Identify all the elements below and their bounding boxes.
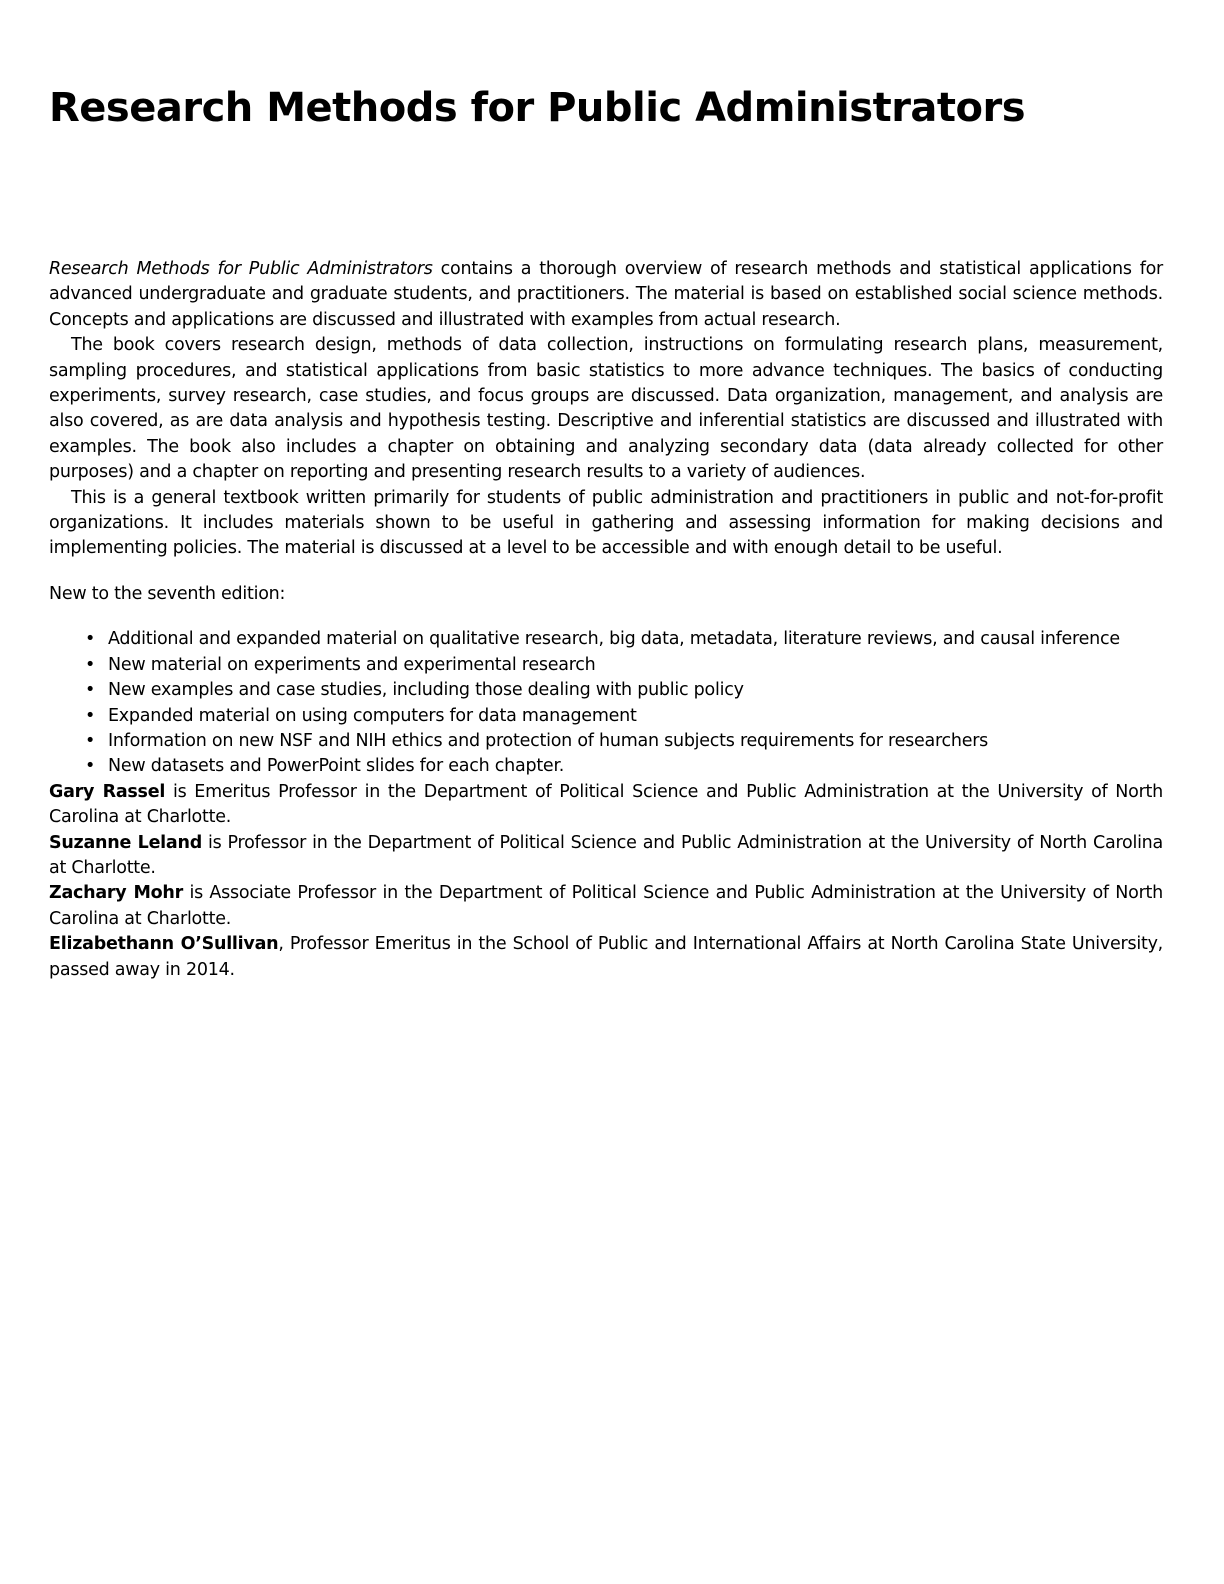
bullet-icon: •	[85, 705, 96, 726]
new-edition-heading: New to the seventh edition:	[49, 583, 286, 604]
author-name: Zachary Mohr	[49, 883, 183, 904]
intro-paragraph-1	[49, 257, 1163, 333]
list-item-text: New material on experiments and experimental research	[108, 654, 596, 675]
list-item	[85, 627, 1163, 652]
author-bio-text: is Professor in the Department of Political Science and Public Administration at the University of North Carolina at Charlotte.	[49, 832, 1163, 878]
book-title-italic: Research Methods for Public Administrators	[49, 259, 433, 279]
list-item-text: Additional and expanded material on qualitative research, big data, metadata, literature reviews, and causal inference	[108, 629, 1120, 650]
author-bio-text: is Associate Professor in the Department of Political Science and Public Administration at the University of North Carolina at Charlotte.	[49, 883, 1163, 929]
list-item-text: Information on new NSF and NIH ethics and protection of human subjects requirements for researchers	[108, 730, 989, 751]
list-item	[85, 704, 1163, 729]
list-item	[85, 729, 1163, 754]
intro-paragraph-1-text: contains a thorough overview of research methods and statistical applications for advanced undergraduate and graduate students, and practitioners. The material is based on established social science methods. Concepts and applications are discussed and illustrated with examples from actual research.	[49, 259, 1164, 330]
intro-paragraph-2: The book covers research design, methods of data collection, instructions on formulating research plans, measurement, sampling procedures, and statistical applications from basic statistics to more advance techniques. The basics of conducting experiments, survey research, case studies, and focus groups are discussed. Data organization, management, and analysis are also covered, as are data analysis and hypothesis testing. Descriptive and inferential statistics are discussed and illustrated with examples. The book also includes a chapter on obtaining and analyzing secondary data (data already collected for other purposes) and a chapter on reporting and presenting research results to a variety of audiences.	[49, 335, 1163, 483]
bullet-icon: •	[85, 629, 96, 650]
bullet-icon: •	[85, 756, 96, 777]
author-bio-leland	[49, 831, 1163, 882]
bullet-icon: •	[85, 730, 96, 751]
author-bio-rassel	[49, 780, 1163, 831]
document-body	[49, 257, 1163, 983]
bullet-icon: •	[85, 680, 96, 701]
new-edition-list	[49, 627, 1163, 779]
list-item	[85, 754, 1163, 779]
bullet-icon: •	[85, 654, 96, 675]
author-name: Elizabethann O’Sullivan	[49, 934, 279, 955]
list-item-text: Expanded material on using computers for data management	[108, 705, 637, 726]
list-item-text: New examples and case studies, including those dealing with public policy	[108, 680, 744, 701]
author-name: Gary Rassel	[49, 781, 166, 802]
author-bio-osullivan	[49, 932, 1163, 983]
intro-paragraph-3: This is a general textbook written primarily for students of public administration and practitioners in public and not-for-profit organizations. It includes materials shown to be useful in gathering and assessing information for making decisions and implementing policies. The material is discussed at a level to be accessible and with enough detail to be useful.	[49, 487, 1163, 559]
author-bio-mohr	[49, 881, 1163, 932]
author-bio-text: , Professor Emeritus in the School of Public and International Affairs at North Carolina State University, passed away in 2014.	[49, 934, 1163, 980]
page-title: Research Methods for Public Administrators	[49, 85, 1026, 131]
author-name: Suzanne Leland	[49, 832, 202, 853]
author-bio-text: is Emeritus Professor in the Department of Political Science and Public Administration at the University of North Carolina at Charlotte.	[49, 781, 1163, 828]
list-item	[85, 678, 1163, 703]
list-item-text: New datasets and PowerPoint slides for each chapter.	[108, 756, 565, 777]
list-item	[85, 653, 1163, 678]
